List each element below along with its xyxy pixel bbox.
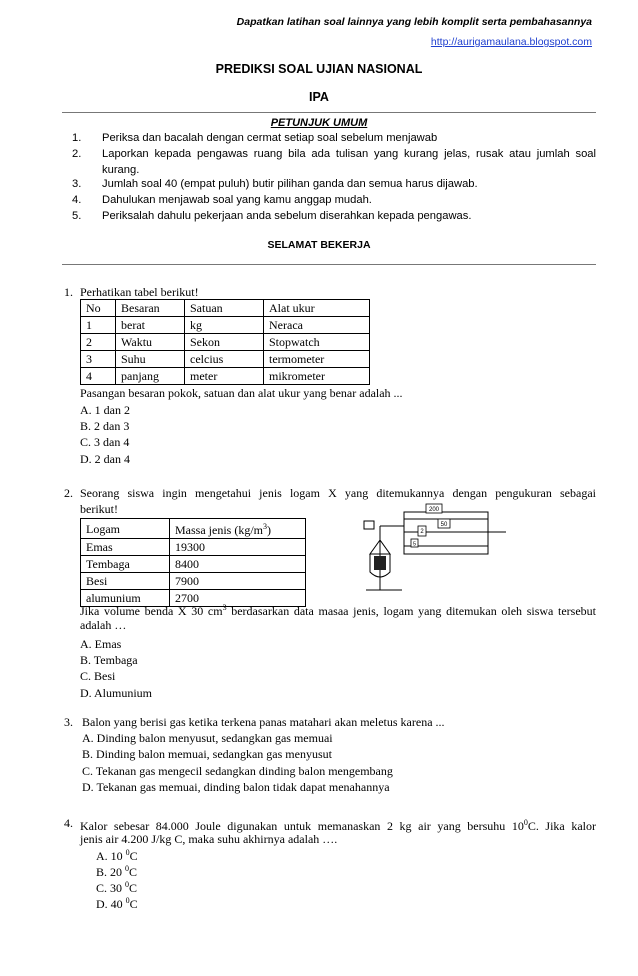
table-cell: 7900: [170, 573, 306, 590]
q4-stem-text: Kalor sebesar 84.000 Joule digunakan untuk memanaskan 2 kg air yang bersuhu 10: [80, 819, 524, 833]
q3-option-b[interactable]: B. Dinding balon memuai, sedangkan gas menyusut: [82, 747, 332, 761]
table-cell: Neraca: [264, 317, 370, 334]
density-unit-label: Massa jenis (kg/m: [175, 523, 263, 537]
table-cell: Waktu: [116, 334, 185, 351]
instruction-item: [72, 146, 596, 178]
rider-label-2: 2: [420, 529, 424, 535]
option-text: D. 40: [96, 897, 126, 911]
q2-question-text-cont: berdasarkan data masaa jenis, logam yang ditemukan oleh siswa tersebut: [226, 604, 596, 618]
q1-question: Pasangan besaran pokok, satuan dan alat ukur yang benar adalah ...: [80, 386, 403, 400]
table-header-cell: No: [81, 300, 116, 317]
table-row: [81, 317, 370, 334]
q1-option-d[interactable]: D. 2 dan 4: [80, 452, 130, 466]
q4-option-a[interactable]: [96, 848, 138, 864]
table-cell: Suhu: [116, 351, 185, 368]
q4-stem-line2: jenis air 4.200 J/kg C, maka suhu akhirnya adalah ….: [80, 832, 338, 846]
option-unit: C: [129, 897, 138, 911]
table-row: [81, 573, 306, 590]
q1-option-a[interactable]: A. 1 dan 2: [80, 403, 130, 417]
instruction-number: 3.: [72, 178, 82, 190]
header-url-link[interactable]: http://aurigamaulana.blogspot.com: [430, 36, 592, 48]
degree-sup: 0: [125, 896, 130, 905]
table-cell: 3: [81, 351, 116, 368]
rider-label-200: 200: [428, 507, 440, 513]
table-row: [81, 556, 306, 573]
option-unit: C: [129, 849, 138, 863]
instructions-heading: PETUNJUK UMUM: [270, 117, 368, 129]
table-cell: termometer: [264, 351, 370, 368]
q2-question-text: Jika volume benda X 30 cm: [80, 604, 223, 618]
table-row: [81, 539, 306, 556]
table-cell: kg: [185, 317, 264, 334]
q4-degree-sup: 0: [523, 818, 528, 827]
table-header-cell: Satuan: [185, 300, 264, 317]
table-cell: 19300: [170, 539, 306, 556]
table-cell: 2: [81, 334, 116, 351]
rider-label-50: 50: [440, 522, 448, 528]
instruction-text: Laporkan kepada pengawas ruang bila ada tulisan yang kurang jelas, rusak atau jumlah soal kurang.: [102, 148, 596, 176]
table-header-row: [81, 519, 306, 539]
density-unit-exponent: 3: [263, 522, 267, 531]
option-text: C. 30: [96, 881, 126, 895]
q3-number: 3.: [64, 715, 73, 729]
closing-greeting: SELAMAT BEKERJA: [267, 239, 371, 251]
q1-number: 1.: [64, 285, 73, 299]
instruction-text: Periksa dan bacalah dengan cermat setiap soal sebelum menjawab: [102, 132, 438, 144]
table-cell: 2700: [170, 590, 306, 607]
q4-stem-text-cont: C. Jika kalor: [527, 819, 596, 833]
q2-option-a[interactable]: A. Emas: [80, 637, 122, 651]
table-row: [81, 368, 370, 385]
table-header-cell: Logam: [81, 519, 170, 539]
degree-sup: 0: [125, 848, 130, 857]
instruction-number: 4.: [72, 194, 82, 206]
q2-volume-exponent: 3: [222, 603, 227, 612]
table-cell: Emas: [81, 539, 170, 556]
instruction-item: [72, 130, 596, 146]
q2-stem-line2: berikut!: [80, 502, 118, 516]
q4-number: 4.: [64, 816, 73, 830]
density-unit-close: ): [267, 523, 271, 537]
q2-table: [80, 518, 306, 607]
instruction-number: 1.: [72, 132, 82, 144]
q2-option-d[interactable]: D. Alumunium: [80, 686, 153, 700]
instruction-item: [72, 192, 596, 208]
q2-question-line2: adalah …: [80, 618, 127, 632]
metal-object-x: [374, 556, 386, 570]
q1-table: [80, 299, 370, 385]
option-unit: C: [129, 881, 138, 895]
option-text: B. 20: [96, 865, 126, 879]
balance-scale-figure: [356, 502, 516, 594]
q1-option-c[interactable]: C. 3 dan 4: [80, 435, 130, 449]
table-header-row: [81, 300, 370, 317]
q1-stem: Perhatikan tabel berikut!: [80, 285, 199, 299]
table-header-cell: [170, 519, 306, 539]
table-cell: 8400: [170, 556, 306, 573]
instruction-item: [72, 176, 596, 192]
table-header-cell: Alat ukur: [264, 300, 370, 317]
q2-question-line1: [80, 600, 596, 619]
table-row: [81, 351, 370, 368]
q1-option-b[interactable]: B. 2 dan 3: [80, 419, 130, 433]
degree-sup: 0: [125, 880, 130, 889]
q4-option-d[interactable]: [96, 896, 138, 912]
document-subject: IPA: [309, 90, 329, 104]
table-cell: Sekon: [185, 334, 264, 351]
table-cell: Stopwatch: [264, 334, 370, 351]
header-note: Dapatkan latihan soal lainnya yang lebih komplit serta pembahasannya: [236, 16, 592, 28]
table-cell: meter: [185, 368, 264, 385]
table-cell: Tembaga: [81, 556, 170, 573]
document-title: PREDIKSI SOAL UJIAN NASIONAL: [215, 62, 423, 76]
table-cell: Besi: [81, 573, 170, 590]
q2-option-c[interactable]: C. Besi: [80, 669, 116, 683]
table-cell: celcius: [185, 351, 264, 368]
table-cell: 4: [81, 368, 116, 385]
q3-option-c[interactable]: C. Tekanan gas mengecil sedangkan dinding balon mengembang: [82, 764, 393, 778]
table-cell: 1: [81, 317, 116, 334]
bottom-rule: [62, 264, 596, 265]
beam-frame: [404, 512, 488, 554]
table-cell: panjang: [116, 368, 185, 385]
q4-option-b[interactable]: [96, 864, 137, 880]
table-row: [81, 334, 370, 351]
table-cell: mikrometer: [264, 368, 370, 385]
rider-label-5: 5: [412, 541, 417, 548]
q2-option-b[interactable]: B. Tembaga: [80, 653, 138, 667]
table-cell: alumunium: [81, 590, 170, 607]
instruction-item: [72, 208, 596, 224]
q2-number: 2.: [64, 486, 73, 500]
q2-stem-line1: Seorang siswa ingin mengetahui jenis logam X yang ditemukannya dengan pengukuran sebagai: [80, 486, 596, 500]
table-header-cell: Besaran: [116, 300, 185, 317]
option-unit: C: [129, 865, 138, 879]
top-rule: [62, 112, 596, 113]
table-cell: berat: [116, 317, 185, 334]
q3-stem: Balon yang berisi gas ketika terkena panas matahari akan meletus karena ...: [82, 715, 445, 729]
q3-option-d[interactable]: D. Tekanan gas memuai, dinding balon tidak dapat menahannya: [82, 780, 390, 794]
instruction-number: 5.: [72, 210, 82, 222]
instruction-text: Periksalah dahulu pekerjaan anda sebelum diserahkan kepada pengawas.: [102, 210, 472, 222]
beam-end-box: [364, 521, 374, 529]
instruction-number: 2.: [72, 148, 82, 160]
degree-sup: 0: [125, 864, 130, 873]
instruction-text: Jumlah soal 40 (empat puluh) butir pilihan ganda dan semua harus dijawab.: [102, 178, 478, 190]
q3-option-a[interactable]: A. Dinding balon menyusut, sedangkan gas memuai: [82, 731, 333, 745]
instruction-text: Dahulukan menjawab soal yang kamu anggap mudah.: [102, 194, 372, 206]
option-text: A. 10: [96, 849, 126, 863]
q4-option-c[interactable]: [96, 880, 137, 896]
